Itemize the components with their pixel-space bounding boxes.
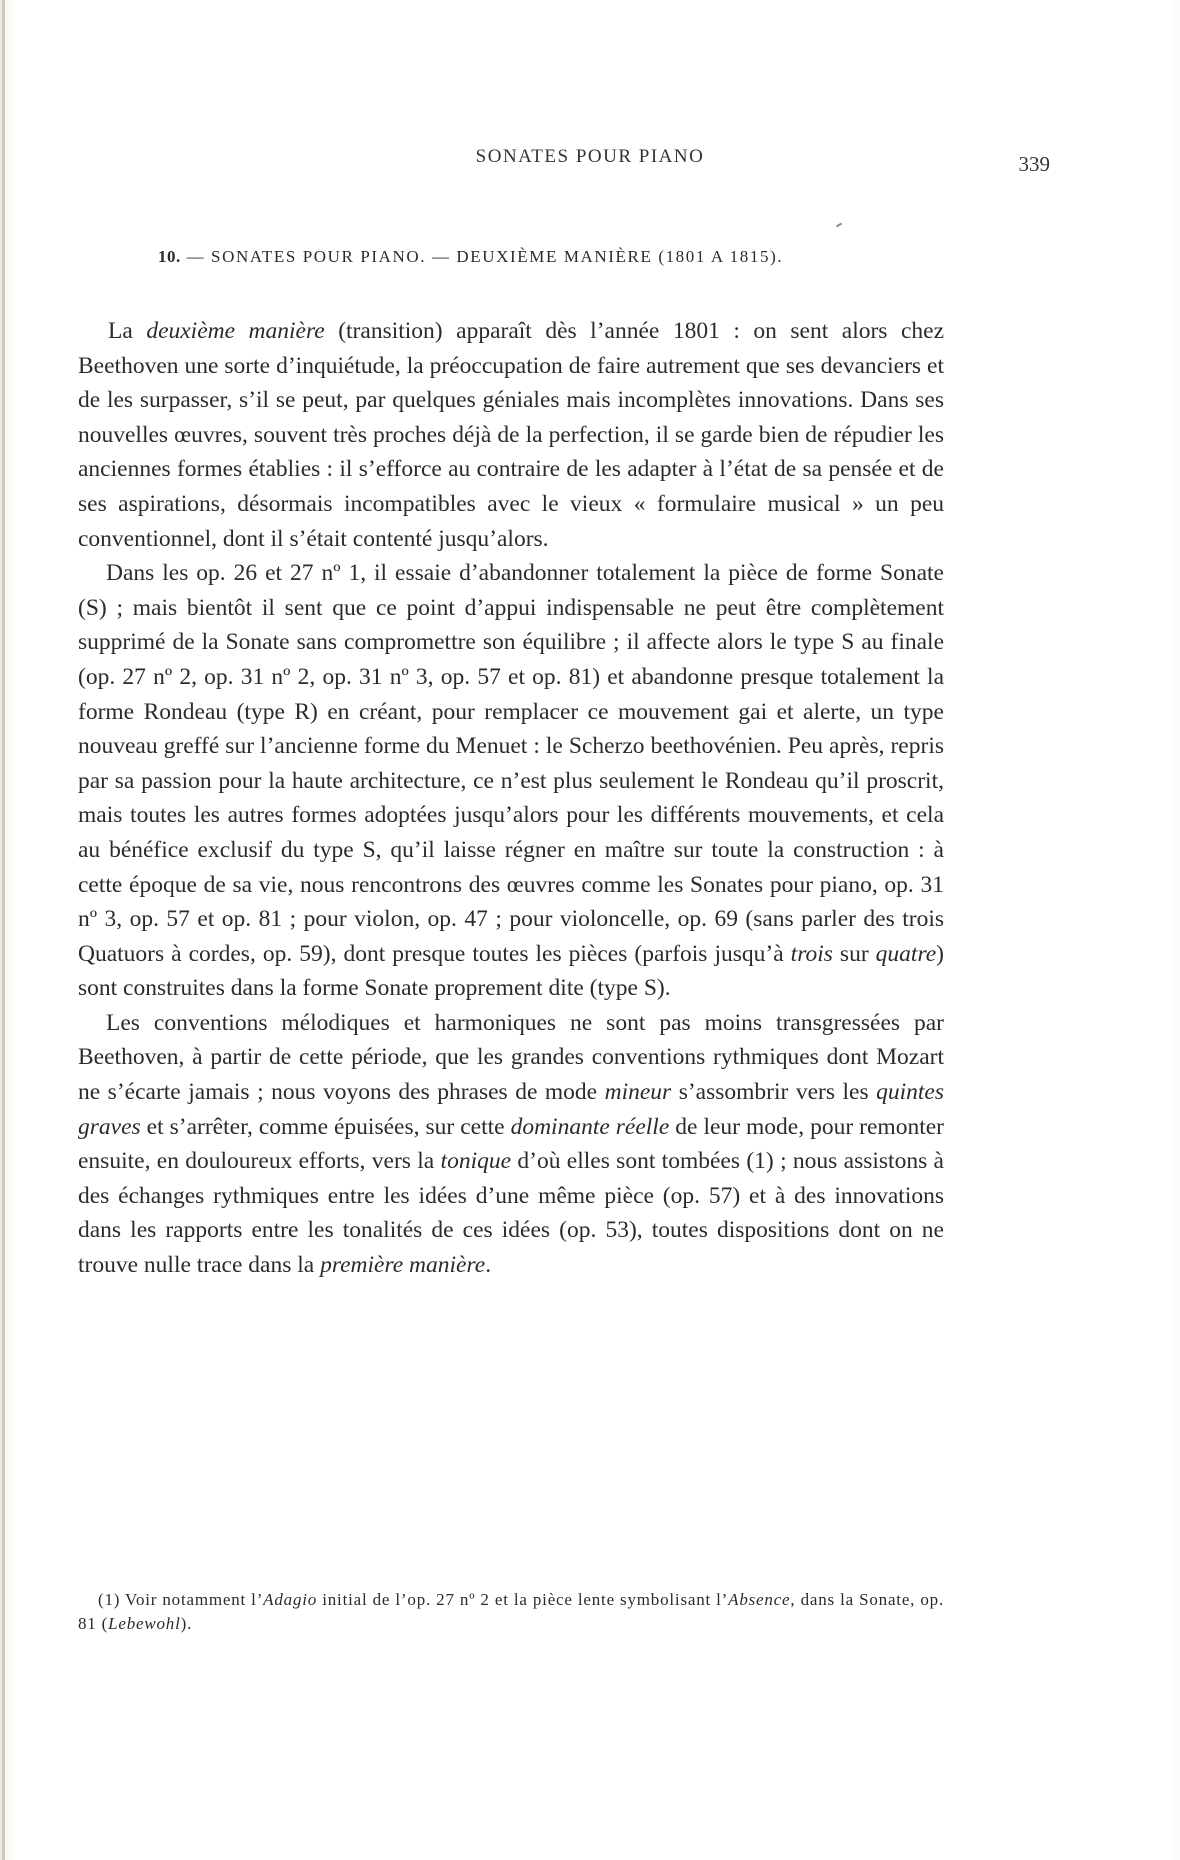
italic-phrase: dominante réelle <box>510 1113 670 1140</box>
italic-phrase: quintes graves <box>78 1079 944 1140</box>
body-text <box>78 314 944 1283</box>
section-number: 10. <box>158 247 181 266</box>
italic-phrase: première manière <box>320 1252 486 1279</box>
text-run: initial de l’op. 27 nº 2 et la pièce lente symbolisant l’ <box>317 1590 729 1609</box>
text-run: et s’arrêter, comme épuisées, sur cette <box>140 1113 511 1140</box>
running-title: SONATES POUR PIANO <box>475 146 705 167</box>
italic-phrase: mineur <box>604 1079 672 1106</box>
italic-phrase: trois <box>790 940 833 967</box>
italic-phrase: quatre <box>875 940 937 967</box>
text-run: sur <box>832 940 876 967</box>
footnote-text <box>78 1588 944 1636</box>
italic-phrase: tonique <box>440 1148 512 1175</box>
stray-ink-mark <box>836 223 842 228</box>
body-paragraph <box>78 556 944 1006</box>
text-run: ) sont construites dans la forme Sonate proprement dite (type S). <box>78 940 944 1002</box>
text-run: , dans la Sonate, op. 81 ( <box>78 1590 945 1633</box>
text-run: Dans les op. 26 et 27 nº 1, il essaie d’abandonner totalement la pièce de forme Sonate (S) ; mais bientôt il sent que ce point d’appui indispensable ne peut être complètement supprimé de la Sonate sans compromettre son équilibre ; il affecte alors le type S au finale (op. 27 nº 2, op. 31 nº 2, op. 31 nº 3, op. 57 et op. 81) et abandonne presque totalement la forme Rondeau (type R) en créant, pour remplacer ce mouvement gai et alerte, un type nouveau greffé sur l’ancienne forme du Menuet : le Scherzo beethovénien. Peu après, repris par sa passion pour la haute architecture, ce n’est plus seulement le Rondeau qu’il proscrit, mais toutes les autres formes adoptées jusqu’alors pour les différents mouvements, et cela au bénéfice exclusif du type S, qu’il laisse régner en maître sur toute la construction : à cette époque de sa vie, nous rencontrons des œuvres comme les Sonates pour piano, op. 31 nº 3, op. 57 et op. 81 ; pour violon, op. 47 ; pour violoncelle, op. 69 (sans parler des trois Quatuors à cordes, op. 59), dont presque toutes les pièces (parfois jusqu’à <box>78 560 944 967</box>
running-head <box>78 146 1102 176</box>
section-title: — SONATES POUR PIANO. — DEUXIÈME MANIÈRE (1801 A 1815). <box>180 247 784 266</box>
text-run: Les conventions mélodiques et harmoniques ne sont pas moins transgressées par Beethoven, à partir de cette période, que les grandes conventions rythmiques dont Mozart ne s’écarte jamais ; nous voyons des phrases de mode <box>78 1009 944 1106</box>
italic-phrase: Lebewohl <box>108 1614 181 1633</box>
italic-phrase: Absence <box>728 1590 791 1609</box>
section-heading <box>158 247 1058 267</box>
text-run: s’assombrir vers les <box>671 1079 877 1106</box>
text-run: La <box>108 318 147 344</box>
page-number: 339 <box>1018 152 1050 176</box>
body-paragraph <box>78 1006 944 1283</box>
text-run: . <box>485 1252 492 1279</box>
footnote <box>78 1588 944 1636</box>
page-binding-edge <box>2 0 5 1860</box>
body-paragraph <box>78 314 944 556</box>
italic-phrase: Adagio <box>263 1590 318 1609</box>
italic-phrase: deuxième manière <box>146 318 325 344</box>
text-run: (transition) apparaît dès l’année 1801 : on sent alors chez Beethoven une sorte d’inquiétude, la préoccupation de faire autrement que ses devanciers et de les surpasser, s’il se peut, par quelques géniales mais incomplètes innovations. Dans ses nouvelles œuvres, souvent très proches déjà de la perfection, il se garde bien de répudier les anciennes formes établies : il s’efforce au contraire de les adapter à l’état de sa pensée et de ses aspirations, désormais incompatibles avec le vieux « formulaire musical » un peu conventionnel, dont il s’était contenté jusqu’alors. <box>78 318 945 552</box>
text-run: de leur mode, pour remonter ensuite, en douloureux efforts, vers la <box>78 1113 944 1175</box>
text-run: d’où elles sont tombées (1) ; nous assistons à des échanges rythmiques entre les idées d’une même pièce (op. 57) et à des innovations dans les rapports entre les tonalités de ces idées (op. 53), toutes dispositions dont on ne trouve nulle trace dans la <box>78 1148 944 1279</box>
text-run: ). <box>180 1614 193 1633</box>
text-run: (1) Voir notamment l’ <box>98 1590 264 1609</box>
